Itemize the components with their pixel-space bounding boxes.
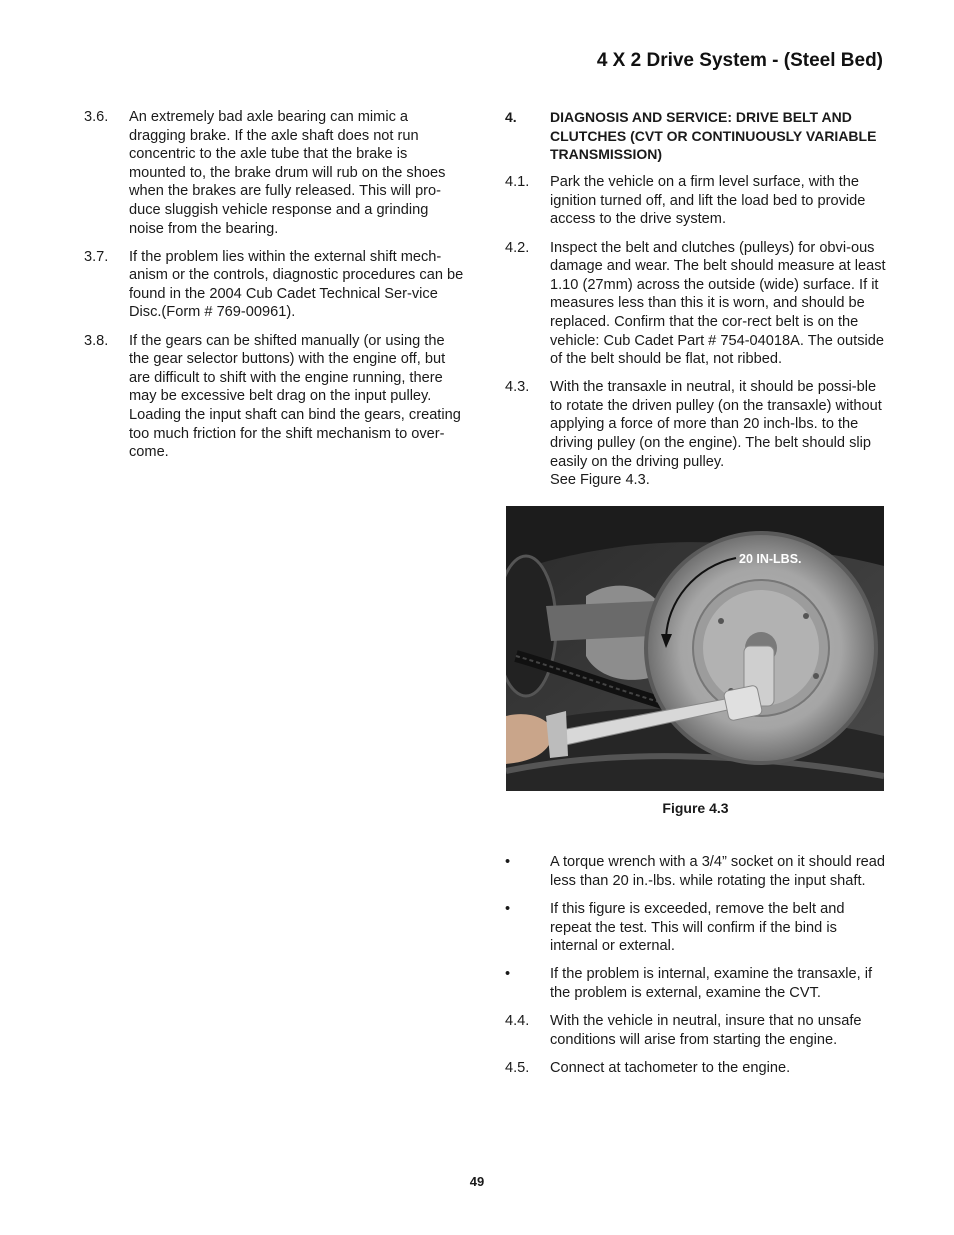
bullet-item [505, 965, 886, 1002]
item-number: 3.6. [84, 109, 109, 125]
list-item [84, 108, 464, 238]
list-item [505, 173, 886, 229]
bullet-marker: • [505, 966, 511, 983]
item-number: 4.3. [505, 379, 530, 396]
torque-label: 20 IN-LBS. [739, 551, 802, 566]
item-text: With the vehicle in neutral, insure that no unsafe conditions will arise from starting the engine. [550, 1013, 862, 1048]
item-text: If the problem is internal, examine the transaxle, if the problem is external, examine the CVT. [550, 966, 873, 1001]
left-column [84, 108, 464, 471]
list-item [505, 239, 886, 369]
item-number: 3.7. [84, 248, 109, 265]
item-text: A torque wrench with a 3/4” socket on it should read less than 20 in.-lbs. while rotating the input shaft. [550, 854, 886, 889]
item-text: Inspect the belt and clutches (pulleys) for obvi-ous damage and wear. The belt should measure at least 1.10 (27mm) across the outside (wide) surface. If it measures less than this it is worn, and should be replaced. Confirm that the cor-rect belt is on the vehicle: Cub Cadet Part # 754-04018A. The outside of the belt should be flat, not ribbed. [550, 239, 886, 368]
page-title: 4 X 2 Drive System - (Steel Bed) [596, 50, 883, 71]
item-text: Park the vehicle on a firm level surface, with the ignition turned off, and lift the load bed to provide access to the drive system. [550, 174, 866, 228]
list-item [84, 248, 464, 322]
item-text: An extremely bad axle bearing can mimic a dragging brake. If the axle shaft does not run concentric to the axle tube that the brake is mounted to, the brake drum will rub on the shoes when the brakes are fully released. This will pro-duce sluggish vehicle response and a grinding noise from the bearing. [129, 109, 446, 237]
list-item [505, 378, 886, 490]
item-number: 4.5. [505, 1059, 530, 1076]
list-item [505, 1059, 886, 1078]
page-number: 49 [469, 1174, 485, 1189]
section-number: 4. [505, 109, 517, 125]
bullet-item [505, 900, 886, 956]
item-number: 4.4. [505, 1013, 530, 1030]
bullet-marker: • [505, 901, 511, 918]
item-text: If the gears can be shifted manually (or using the the gear selector buttons) with the engine off, but are difficult to shift with the engine running, there may be excessive belt drag on the input pulley. Loading the input shaft can bind the gears, creating too much friction for the shift mechanism to over-come. [129, 332, 461, 461]
section-title: DIAGNOSIS AND SERVICE: DRIVE BELT AND CLUTCHES (CVT OR CONTINUOUSLY VARIABLE TRANSMISSION) [550, 109, 877, 163]
item-text: Connect at tachometer to the engine. [550, 1059, 791, 1076]
list-item [84, 332, 464, 462]
figure-reference: See Figure 4.3. [550, 472, 650, 489]
item-number: 4.2. [505, 239, 530, 256]
pulley-photo-illustration [506, 506, 884, 791]
item-text: With the transaxle in neutral, it should be possi-ble to rotate the driven pulley (on the transaxle) without applying a force of more than 20 inch-lbs. to the driving pulley (on the engine). The belt should slip easily on the driving pulley. [550, 379, 882, 470]
list-item [505, 1012, 886, 1049]
item-text: If this figure is exceeded, remove the belt and repeat the test. This will confirm if the bind is internal or external. [550, 901, 845, 955]
item-text: If the problem lies within the external shift mech-anism or the controls, diagnostic procedures can be found in the 2004 Cub Cadet Technical Ser-vice Disc.(Form # 769-00961). [129, 248, 464, 321]
figure-photo [506, 506, 884, 791]
bullet-marker: • [505, 854, 511, 871]
figure-caption: Figure 4.3 [662, 799, 729, 816]
item-number: 4.1. [505, 174, 530, 191]
right-column [505, 108, 886, 1087]
section-heading [505, 108, 886, 164]
bullet-item [505, 853, 886, 890]
item-number: 3.8. [84, 332, 109, 349]
